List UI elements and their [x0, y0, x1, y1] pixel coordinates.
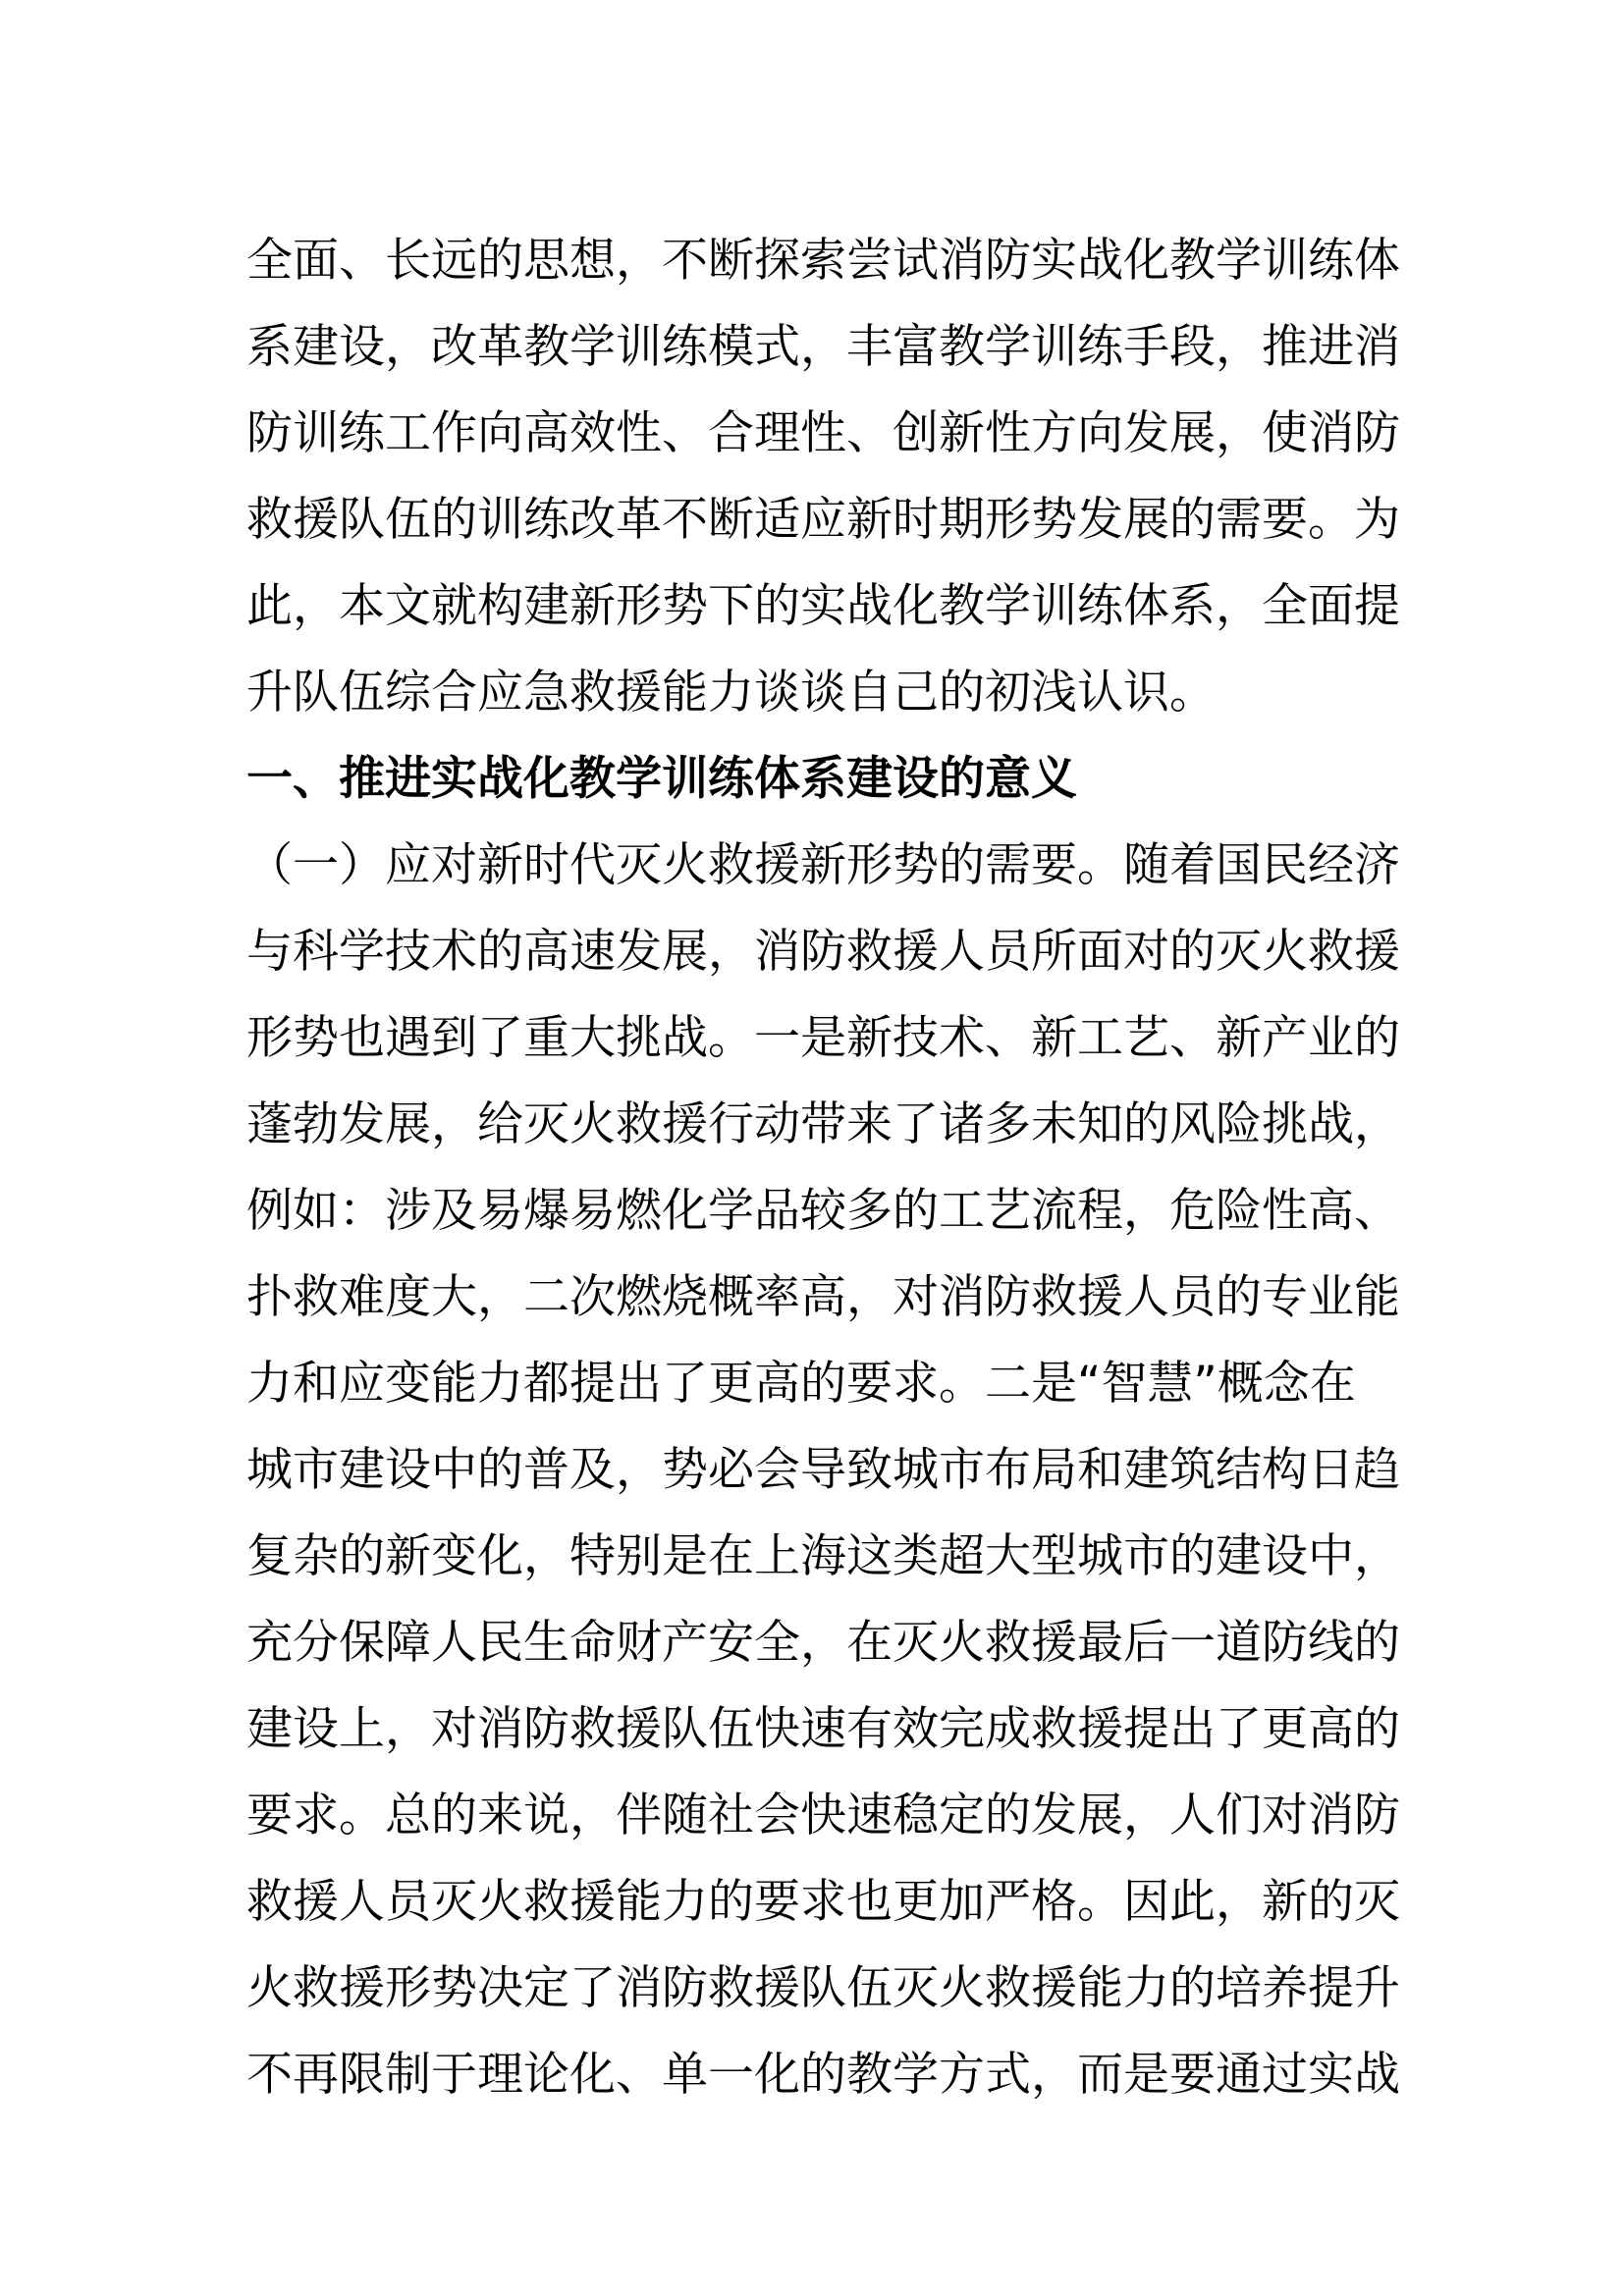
text-line: 力和应变能力都提出了更高的要求。二是“智慧”概念在	[246, 1357, 1356, 1411]
text-line: 防训练工作向高效性、合理性、创新性方向发展，使消防	[246, 406, 1400, 460]
section-heading: 一、推进实战化教学训练体系建设的意义	[246, 752, 1077, 806]
text-line: 蓬勃发展，给灭火救援行动带来了诸多未知的风险挑战，	[246, 1097, 1400, 1151]
text-line: 形势也遇到了重大挑战。一是新技术、新工艺、新产业的	[246, 1011, 1400, 1065]
document-body	[246, 218, 1400, 2118]
text-line: 要求。总的来说，伴随社会快速稳定的发展，人们对消防	[246, 1789, 1400, 1842]
text-line: 建设上，对消防救援队伍快速有效完成救援提出了更高的	[246, 1702, 1400, 1756]
text-line: 例如：涉及易爆易燃化学品较多的工艺流程，危险性高、	[246, 1184, 1400, 1238]
text-line: （一）应对新时代灭火救援新形势的需要。随着国民经济	[246, 838, 1400, 892]
text-line: 此，本文就构建新形势下的实战化教学训练体系，全面提	[246, 579, 1400, 633]
text-line: 升队伍综合应急救援能力谈谈自己的初浅认识。	[246, 666, 1216, 720]
section-paragraph	[246, 823, 1400, 2118]
text-line: 救援队伍的训练改革不断适应新时期形势发展的需要。为	[246, 493, 1400, 547]
text-line: 全面、长远的思想，不断探索尝试消防实战化教学训练体	[246, 234, 1400, 288]
text-line: 扑救难度大，二次燃烧概率高，对消防救援人员的专业能	[246, 1270, 1400, 1324]
intro-paragraph	[246, 218, 1400, 736]
text-line: 系建设，改革教学训练模式，丰富教学训练手段，推进消	[246, 320, 1400, 374]
text-line: 救援人员灭火救援能力的要求也更加严格。因此，新的灭	[246, 1875, 1400, 1929]
text-line: 与科学技术的高速发展，消防救援人员所面对的灭火救援	[246, 925, 1400, 979]
text-line: 充分保障人民生命财产安全，在灭火救援最后一道防线的	[246, 1616, 1400, 1670]
text-line: 火救援形势决定了消防救援队伍灭火救援能力的培养提升	[246, 1961, 1400, 2015]
text-line: 复杂的新变化，特别是在上海这类超大型城市的建设中，	[246, 1529, 1400, 1583]
text-line: 城市建设中的普及，势必会导致城市布局和建筑结构日趋	[246, 1443, 1400, 1497]
text-line: 不再限制于理论化、单一化的教学方式，而是要通过实战	[246, 2048, 1400, 2102]
